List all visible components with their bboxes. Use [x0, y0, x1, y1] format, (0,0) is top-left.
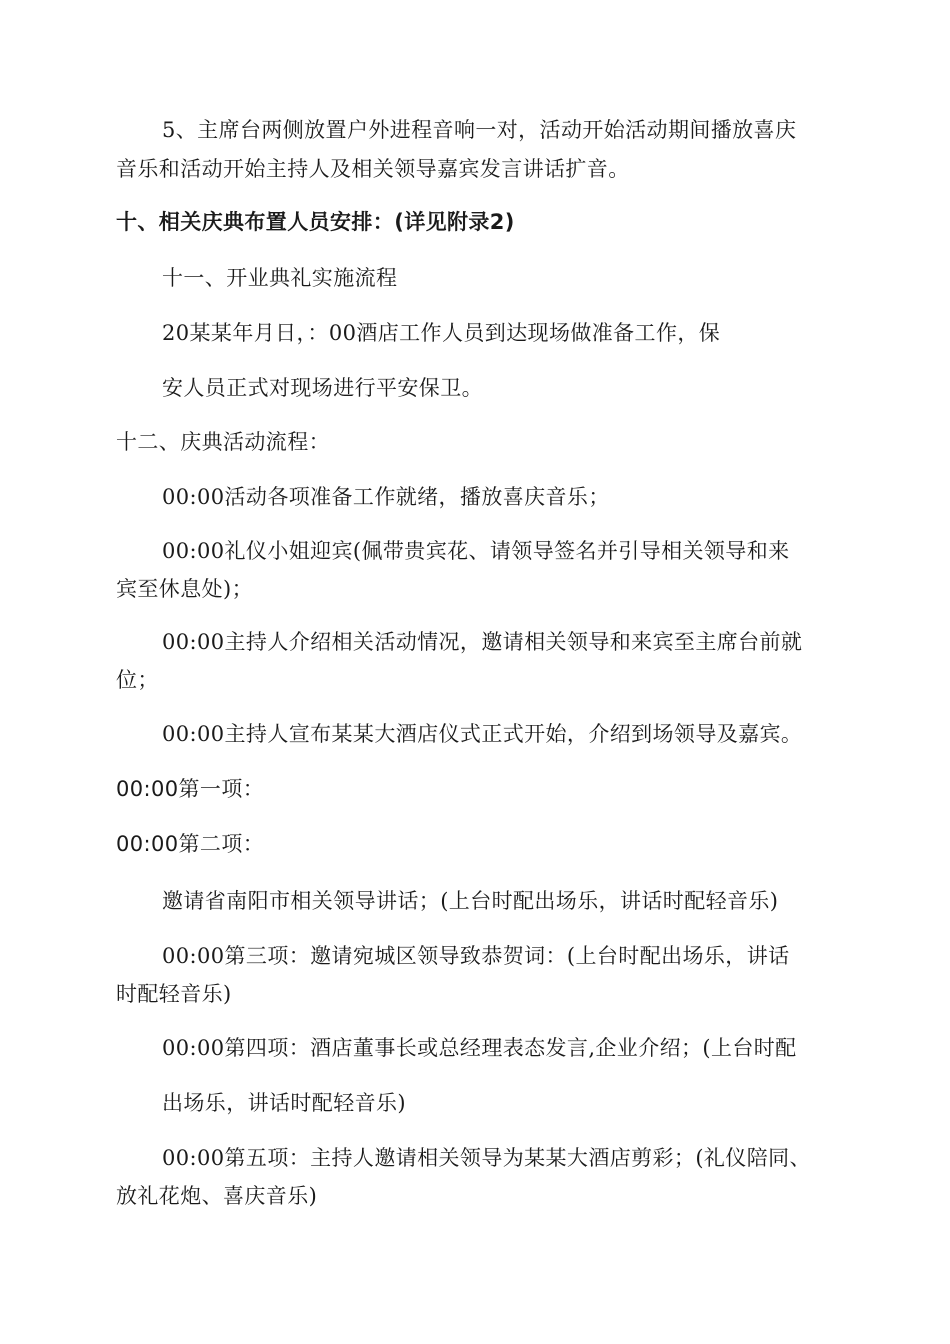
body-text-line: 00:00第五项：主持人邀请相关领导为某某大酒店剪彩；(礼仪陪同、	[162, 1146, 811, 1170]
body-text-line: 安人员正式对现场进行平安保卫。	[162, 376, 483, 400]
body-text-line: 00:00主持人宣布某某大酒店仪式正式开始，介绍到场领导及嘉宾。	[162, 722, 803, 746]
section-heading: 十二、庆典活动流程：	[116, 430, 330, 454]
body-text-line: 00:00礼仪小姐迎宾(佩带贵宾花、请领导签名并引导相关领导和来	[162, 539, 790, 563]
body-text-line: 音乐和活动开始主持人及相关领导嘉宾发言讲话扩音。	[116, 157, 630, 181]
body-text-line: 时配轻音乐)	[116, 982, 232, 1006]
body-text-line: 5、主席台两侧放置户外进程音响一对，活动开始活动期间播放喜庆	[162, 118, 797, 142]
body-text-line: 00:00活动各项准备工作就绪，播放喜庆音乐；	[162, 485, 610, 509]
body-text-line: 00:00第一项：	[116, 777, 265, 801]
body-text-line: 00:00第四项：酒店董事长或总经理表态发言,企业介绍；(上台时配	[162, 1036, 797, 1060]
body-text-line: 00:00第二项：	[116, 832, 265, 856]
body-text-line: 00:00第三项：邀请宛城区领导致恭贺词：(上台时配出场乐，讲话	[162, 944, 790, 968]
body-text-line: 20某某年月日，：00酒店工作人员到达现场做准备工作，保	[162, 321, 721, 345]
body-text-line: 宾至休息处)；	[116, 577, 253, 601]
section-heading: 十、相关庆典布置人员安排：(详见附录2)	[116, 210, 515, 234]
body-text-line: 邀请省南阳市相关领导讲话；(上台时配出场乐，讲话时配轻音乐)	[162, 889, 779, 913]
body-text-line: 放礼花炮、喜庆音乐)	[116, 1184, 318, 1208]
body-text-line: 出场乐，讲话时配轻音乐)	[162, 1091, 406, 1115]
body-text-line: 十一、开业典礼实施流程	[162, 266, 398, 290]
body-text-line: 位；	[116, 668, 159, 692]
body-text-line: 00:00主持人介绍相关活动情况，邀请相关领导和来宾至主席台前就	[162, 630, 803, 654]
